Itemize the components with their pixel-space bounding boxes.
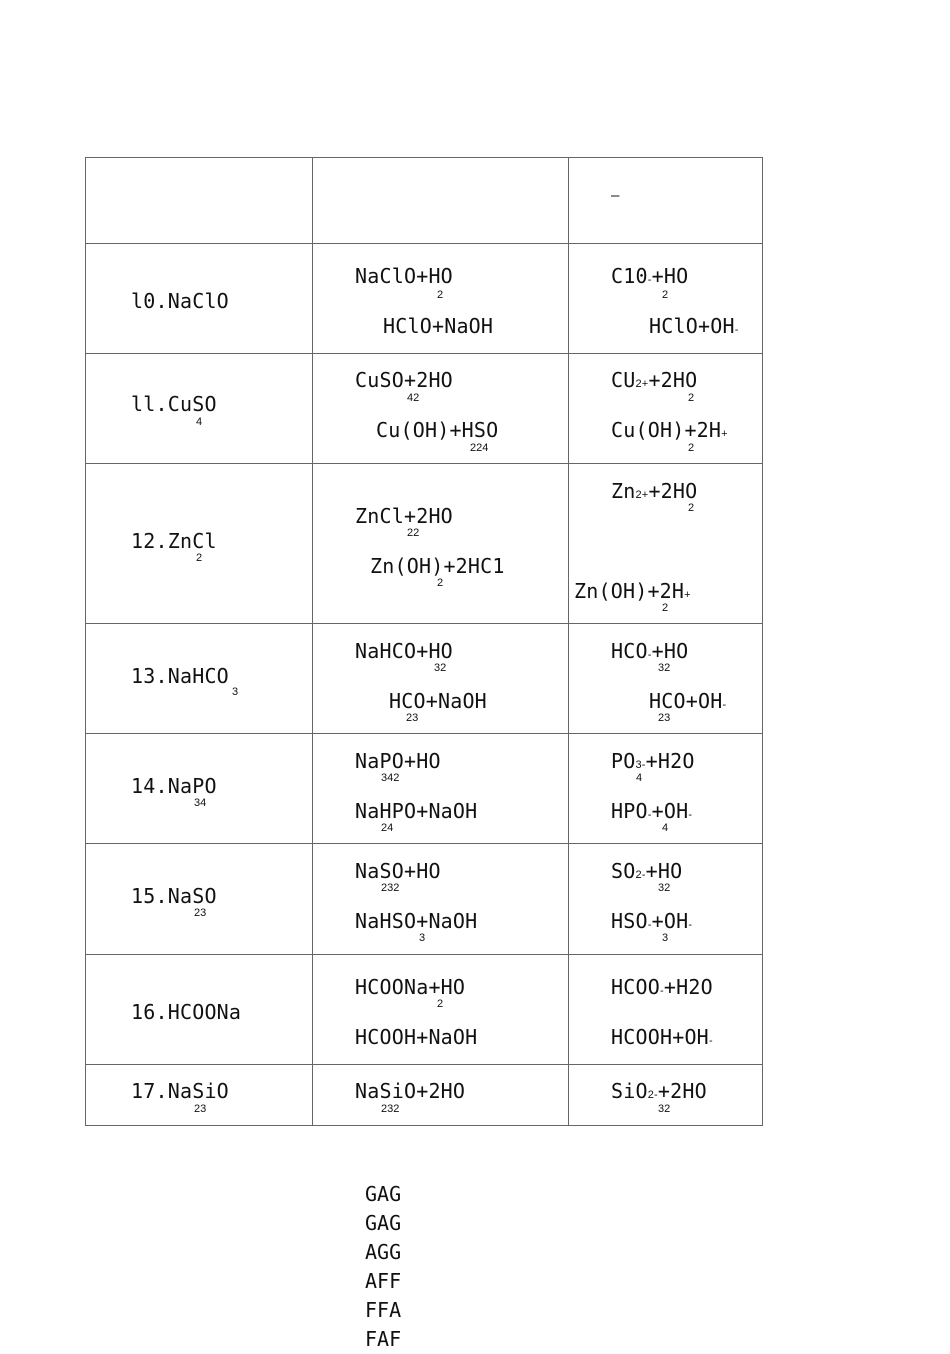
equation-reactants: NaSO+HO — [355, 859, 441, 883]
ionic-reactants: HCO-+HO — [611, 639, 689, 663]
salt-subscript: 23 — [194, 1103, 207, 1115]
salt-cell — [86, 464, 313, 624]
equation-reactants-subscript: 2 — [437, 998, 444, 1010]
table-row — [86, 624, 763, 734]
ionic-cell — [569, 955, 763, 1065]
ionic-products: HPO-+OH- — [611, 799, 693, 823]
salt-cell — [86, 955, 313, 1065]
header-mark: — — [611, 188, 620, 204]
salt-subscript: 23 — [194, 907, 207, 919]
equation-products: HCO+NaOH — [389, 689, 487, 713]
ionic-reactants: C10-+HO — [611, 264, 689, 288]
equation-reactants-subscript: 32 — [434, 662, 447, 674]
equation-products-subscript: 24 — [381, 822, 394, 834]
salt-formula: 17.NaSiO — [131, 1079, 229, 1103]
ionic-reactants: Zn2++2HO — [611, 479, 698, 503]
ionic-products: HCOOH+OH- — [611, 1025, 713, 1049]
ionic-reactants-subscript: 32 — [658, 882, 671, 894]
salt-formula: 12.ZnCl — [131, 529, 217, 553]
ionic-reactants: PO3-+H2O — [611, 749, 695, 773]
salt-formula: 13.NaHCO — [131, 664, 229, 688]
equation-products-subscript: 3 — [419, 932, 426, 944]
equation-cell — [313, 354, 569, 464]
table-row — [86, 955, 763, 1065]
equation-cell — [313, 844, 569, 955]
ionic-products: HSO-+OH- — [611, 909, 693, 933]
ionic-reactants-subscript: 32 — [658, 662, 671, 674]
salt-formula: ll.CuSO — [131, 392, 217, 416]
ionic-cell — [569, 734, 763, 844]
header-cell-3 — [569, 158, 763, 244]
salt-subscript: 2 — [196, 552, 203, 564]
equation-products-subscript: 23 — [406, 712, 419, 724]
equation-products: Cu(OH)+HSO — [376, 418, 499, 442]
ionic-cell — [569, 244, 763, 354]
equation-reactants-subscript: 22 — [407, 527, 420, 539]
ionic-products: Cu(OH)+2H+ — [611, 418, 728, 442]
table-row — [86, 244, 763, 354]
header-cell-2 — [313, 158, 569, 244]
ionic-products: HCO+OH- — [649, 689, 727, 713]
salt-cell — [86, 244, 313, 354]
ionic-reactants-subscript: 2 — [688, 392, 695, 404]
equation-reactants: ZnCl+2HO — [355, 504, 453, 528]
equation-reactants: NaClO+HO — [355, 264, 453, 288]
equation-cell — [313, 734, 569, 844]
salt-formula: 15.NaSO — [131, 884, 217, 908]
salt-formula: l0.NaClO — [131, 289, 229, 313]
ionic-reactants: SiO2-+2HO — [611, 1079, 707, 1103]
equation-reactants: CuSO+2HO — [355, 368, 453, 392]
equation-products: HCOOH+NaOH — [355, 1025, 478, 1049]
salt-cell — [86, 1065, 313, 1126]
code-list — [365, 1180, 401, 1354]
salt-cell — [86, 734, 313, 844]
ionic-cell — [569, 1065, 763, 1126]
table-row — [86, 1065, 763, 1126]
equation-reactants: HCOONa+HO — [355, 975, 466, 999]
salt-subscript: 34 — [194, 797, 207, 809]
ionic-products-subscript: 3 — [662, 932, 669, 944]
equation-products-subscript: 224 — [470, 442, 489, 454]
code-item: FFA — [365, 1298, 402, 1322]
code-item: AFF — [365, 1269, 402, 1293]
ionic-reactants-subscript: 4 — [636, 772, 643, 784]
salt-subscript: 3 — [232, 686, 239, 698]
ionic-cell — [569, 624, 763, 734]
equation-cell — [313, 244, 569, 354]
table-header-row — [86, 158, 763, 244]
equation-reactants: NaSiO+2HO — [355, 1079, 466, 1103]
equation-cell — [313, 1065, 569, 1126]
ionic-reactants: HCOO-+H2O — [611, 975, 713, 999]
table-row — [86, 734, 763, 844]
equation-reactants-subscript: 42 — [407, 392, 420, 404]
equation-cell — [313, 464, 569, 624]
equation-products: Zn(OH)+2HC1 — [370, 554, 505, 578]
ionic-products: Zn(OH)+2H+ — [574, 579, 691, 603]
equation-products: HClO+NaOH — [383, 314, 494, 338]
ionic-cell — [569, 464, 763, 624]
equation-reactants-subscript: 2 — [437, 289, 444, 301]
ionic-cell — [569, 354, 763, 464]
equation-products: NaHSO+NaOH — [355, 909, 478, 933]
table-row — [86, 354, 763, 464]
ionic-reactants-subscript: 32 — [658, 1103, 671, 1115]
table-row — [86, 844, 763, 955]
ionic-products-subscript: 4 — [662, 822, 669, 834]
ionic-products-subscript: 2 — [688, 442, 695, 454]
ionic-reactants-subscript: 2 — [688, 502, 695, 514]
equation-reactants: NaPO+HO — [355, 749, 441, 773]
code-item: GAG — [365, 1182, 402, 1206]
ionic-reactants: CU2++2HO — [611, 368, 698, 392]
equation-reactants-subscript: 232 — [381, 882, 400, 894]
salt-formula: 14.NaPO — [131, 774, 217, 798]
table-row — [86, 464, 763, 624]
equation-reactants-subscript: 342 — [381, 772, 400, 784]
code-item: AGG — [365, 1240, 402, 1264]
ionic-products: HClO+OH- — [649, 314, 739, 338]
code-item: GAG — [365, 1211, 402, 1235]
salt-cell — [86, 624, 313, 734]
salt-subscript: 4 — [196, 416, 203, 428]
salt-formula: 16.HCOONa — [131, 1000, 242, 1024]
salt-cell — [86, 354, 313, 464]
equation-products: NaHPO+NaOH — [355, 799, 478, 823]
ionic-reactants: SO2-+HO — [611, 859, 683, 883]
equation-reactants: NaHCO+HO — [355, 639, 453, 663]
salt-cell — [86, 844, 313, 955]
code-item: FAF — [365, 1327, 402, 1351]
hydrolysis-table — [85, 157, 763, 1126]
ionic-products-subscript: 2 — [662, 602, 669, 614]
ionic-cell — [569, 844, 763, 955]
equation-reactants-subscript: 232 — [381, 1103, 400, 1115]
ionic-reactants-subscript: 2 — [662, 289, 669, 301]
ionic-products-subscript: 23 — [658, 712, 671, 724]
equation-cell — [313, 624, 569, 734]
header-cell-1 — [86, 158, 313, 244]
equation-products-subscript: 2 — [437, 577, 444, 589]
equation-cell — [313, 955, 569, 1065]
